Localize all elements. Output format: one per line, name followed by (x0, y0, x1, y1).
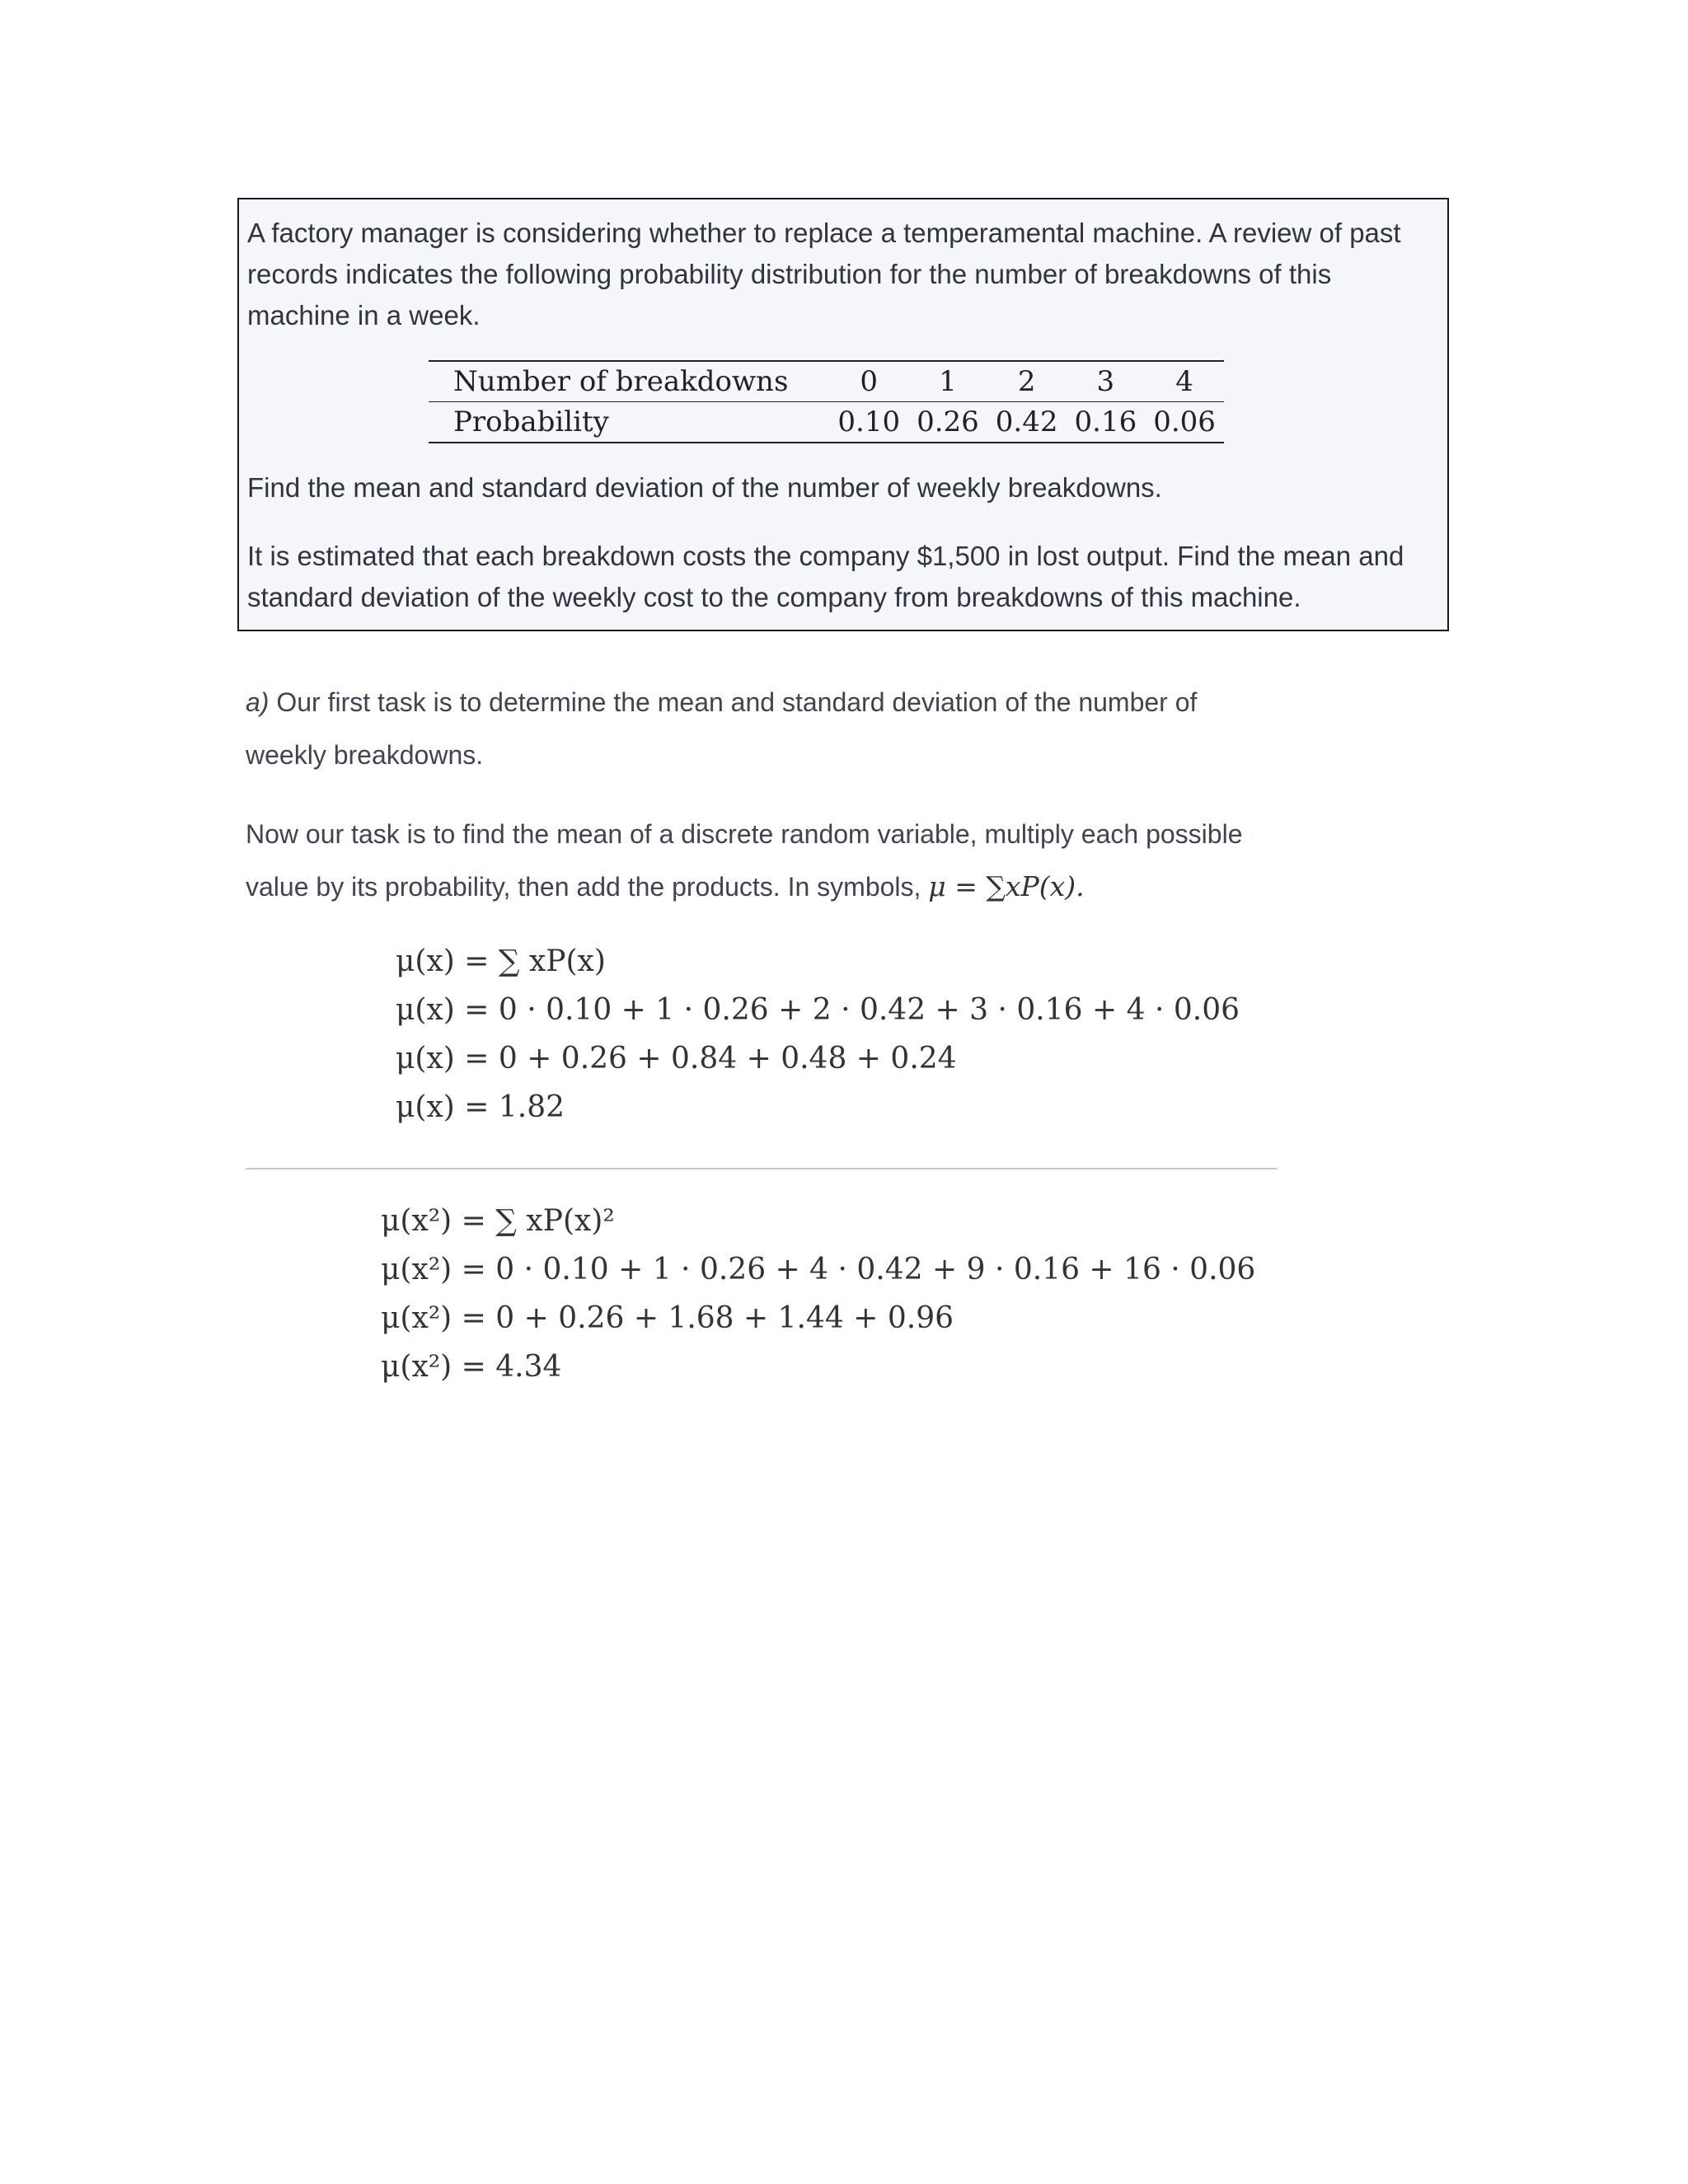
mean-computation (396, 937, 1240, 1132)
table-cell: 2 (987, 361, 1067, 402)
table-cell: 3 (1067, 361, 1146, 402)
table-row (429, 361, 1224, 402)
math-line: μ(x²) = 0 · 0.10 + 1 · 0.26 + 4 · 0.42 + 9 · 0.16 + 16 · 0.06 (381, 1253, 1256, 1286)
math-line: μ(x²) = ∑ xP(x)² (381, 1204, 615, 1238)
math-line: μ(x²) = 4.34 (381, 1350, 562, 1384)
question-weekly-cost: It is estimated that each breakdown costs the company $1,500 in lost output. Find the mean and standard deviation of the weekly cost to the company from breakdowns of this machine. (247, 541, 1404, 612)
part-a-text: Our first task is to determine the mean and standard deviation of the number of weekly breakdowns. (246, 687, 1198, 770)
table-cell: 4 (1145, 361, 1224, 402)
table-cell: 0.06 (1153, 405, 1216, 438)
second-moment-computation (381, 1197, 1255, 1391)
question-mean-std: Find the mean and standard deviation of the number of weekly breakdowns. (247, 472, 1162, 503)
math-line: μ(x) = 1.82 (396, 1090, 565, 1124)
part-a-intro (246, 676, 1276, 781)
table-row-label: Probability (453, 405, 609, 438)
table-row (429, 402, 1224, 443)
probability-distribution-table (429, 360, 1224, 443)
part-a-label: a) (246, 687, 270, 717)
table-header-label: Number of breakdowns (429, 361, 829, 402)
section-divider (246, 1168, 1278, 1169)
math-line: μ(x) = 0 + 0.26 + 0.84 + 0.48 + 0.24 (396, 1042, 957, 1076)
table-cell: 0.26 (917, 405, 979, 438)
explanation-text: Now our task is to find the mean of a discrete random variable, multiply each possible value by its probability, then add the products. In symbols, (246, 819, 1243, 902)
mean-formula: μ = ∑xP(x). (928, 870, 1085, 902)
table-cell: 0.42 (995, 405, 1058, 438)
mean-explanation (246, 808, 1284, 913)
table-cell: 0 (829, 361, 908, 402)
math-line: μ(x²) = 0 + 0.26 + 1.68 + 1.44 + 0.96 (381, 1301, 954, 1335)
table-cell: 1 (908, 361, 987, 402)
table-cell: 0.10 (837, 405, 901, 438)
math-line: μ(x) = 0 · 0.10 + 1 · 0.26 + 2 · 0.42 + 3 · 0.16 + 4 · 0.06 (396, 993, 1240, 1027)
problem-intro: A factory manager is considering whether to replace a temperamental machine. A review of past records indicates the following probability distribution for the number of breakdowns of this machine in a week. (247, 218, 1401, 330)
problem-statement-box (237, 198, 1449, 631)
table-cell: 0.16 (1074, 405, 1137, 438)
math-line: μ(x) = ∑ xP(x) (396, 944, 606, 978)
